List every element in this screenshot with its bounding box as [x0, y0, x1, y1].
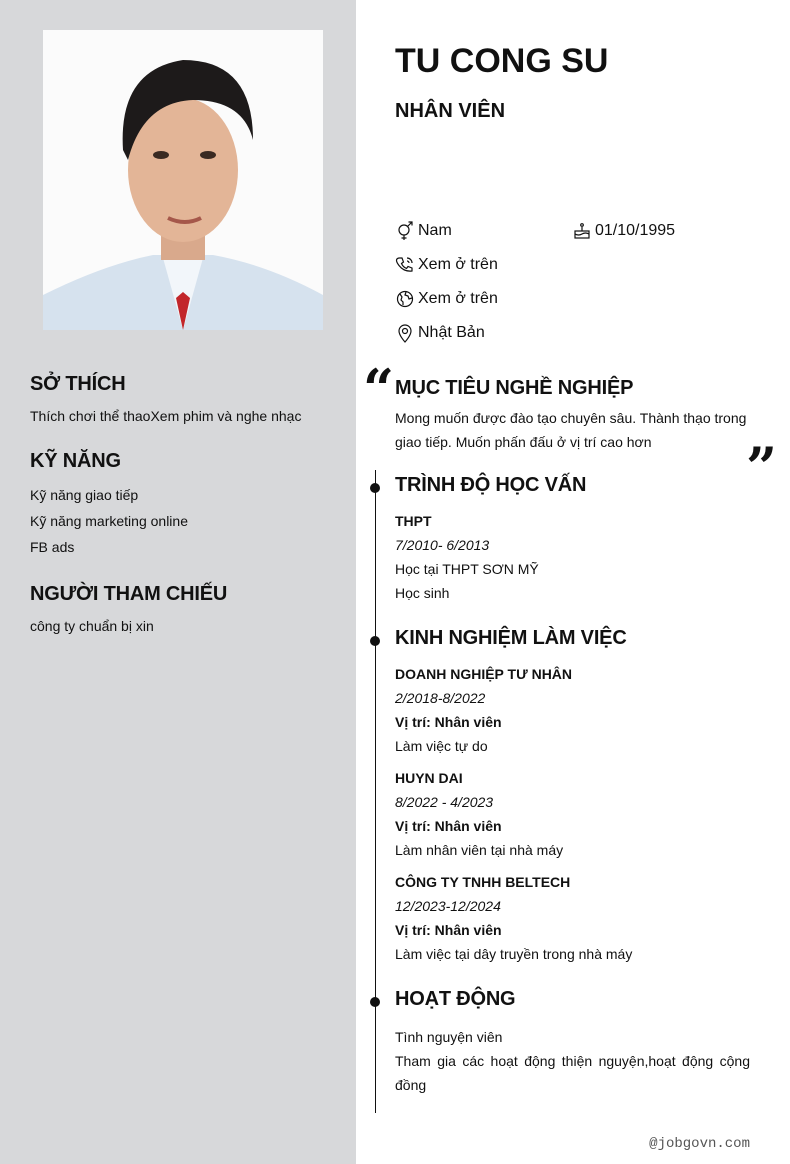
objective-text: Mong muốn được đào tạo chuyên sâu. Thành thạo trong giao tiếp. Muốn phấn đấu ở vị trí cao hơn [395, 410, 747, 450]
references-heading: NGƯỜI THAM CHIẾU [30, 583, 228, 605]
phone-icon [395, 255, 415, 275]
timeline-dot [370, 636, 380, 646]
education-heading: TRÌNH ĐỘ HỌC VẤN [395, 474, 587, 496]
experience-entry: DOANH NGHIỆP TƯ NHÂN 2/2018-8/2022 Vị trí: Nhân viên Làm việc tự do [395, 666, 573, 754]
profile-photo [43, 30, 323, 330]
globe-icon [395, 289, 415, 309]
experience-entry: HUYN DAI 8/2022 - 4/2023 Vị trí: Nhân viên Làm nhân viên tại nhà máy [395, 770, 564, 858]
skills-heading: KỸ NĂNG [30, 450, 121, 472]
skill-item: FB ads [30, 539, 75, 555]
objective-heading: MỤC TIÊU NGHỀ NGHIỆP [395, 377, 634, 399]
references-text: công ty chuẩn bị xin [30, 618, 154, 634]
hobbies-heading: SỞ THÍCH [30, 373, 126, 395]
experience-entry: CÔNG TY TNHH BELTECH 12/2023-12/2024 Vị trí: Nhân viên Làm việc tại dây truyền trong nhà máy [395, 874, 633, 962]
hobbies-text: Thích chơi thể thaoXem phim và nghe nhạc [30, 408, 302, 424]
location-pin-icon [395, 323, 415, 343]
skill-item: Kỹ năng giao tiếp [30, 487, 139, 503]
timeline-dot [370, 997, 380, 1007]
gender-icon [395, 221, 415, 241]
footer-watermark: @jobgovn.com [649, 1136, 750, 1152]
timeline-dot [370, 483, 380, 493]
open-quote-icon: “ [363, 357, 395, 421]
activities-heading: HOẠT ĐỘNG [395, 988, 516, 1010]
education-entry: THPT 7/2010- 6/2013 Học tại THPT SƠN MỸ Học sinh [395, 513, 539, 601]
close-quote-icon: ” [746, 435, 778, 499]
activities-line1: Tình nguyện viên [395, 1029, 503, 1045]
address-info: Nhật Bản [395, 323, 485, 343]
activities-line2: Tham gia các hoạt động thiện nguyện,hoạt động cộng đồng [395, 1053, 750, 1093]
phone-info: Xem ở trên [395, 255, 498, 275]
birthday-info: 01/10/1995 [572, 221, 675, 241]
birthday-cake-icon [572, 221, 592, 241]
timeline-line [375, 470, 376, 1113]
gender-info: Nam [395, 221, 452, 241]
job-title: NHÂN VIÊN [395, 100, 506, 122]
skill-item: Kỹ năng marketing online [30, 513, 188, 529]
website-info: Xem ở trên [395, 289, 498, 309]
candidate-name: TU CONG SU [395, 42, 609, 80]
experience-heading: KINH NGHIỆM LÀM VIỆC [395, 627, 627, 649]
